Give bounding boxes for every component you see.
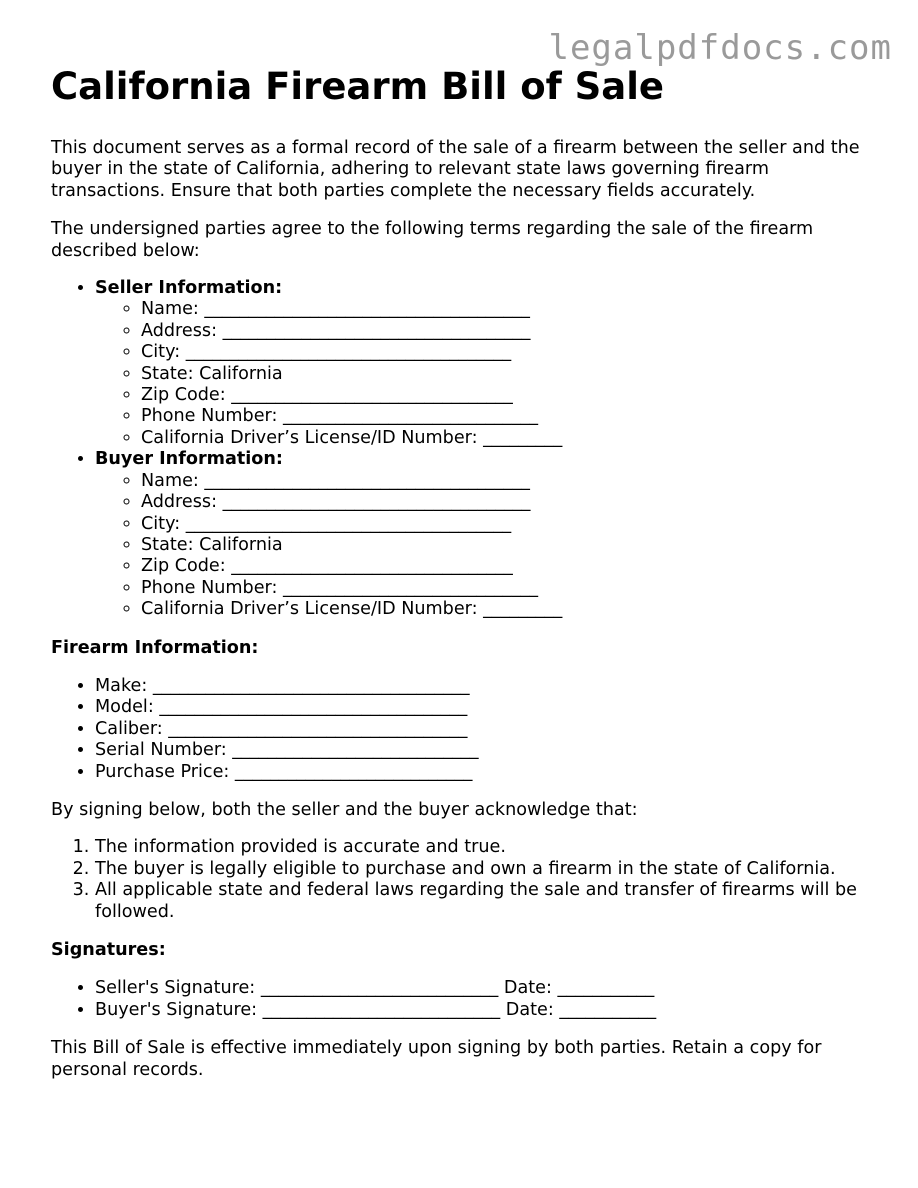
seller-heading: Seller Information: — [95, 278, 283, 299]
seller-signature-line[interactable]: • Seller's Signature: ___________________________ Date: ___________ — [95, 978, 871, 999]
firearm-fields — [51, 676, 871, 783]
seller-license-field[interactable]: ◦ California Driver’s License/ID Number: _________ — [141, 428, 871, 449]
buyer-signature-line[interactable]: • Buyer's Signature: ___________________________ Date: ___________ — [95, 1000, 871, 1021]
buyer-name-field[interactable]: ◦ Name: _____________________________________ — [141, 471, 871, 492]
page-title: California Firearm Bill of Sale — [51, 65, 664, 108]
seller-fields — [95, 299, 871, 449]
firearm-model-field[interactable]: • Model: ___________________________________ — [95, 697, 871, 718]
firearm-caliber-field[interactable]: • Caliber: __________________________________ — [95, 719, 871, 740]
seller-name-field[interactable]: ◦ Name: _____________________________________ — [141, 299, 871, 320]
firearm-make-field[interactable]: • Make: ____________________________________ — [95, 676, 871, 697]
firearm-serial-field[interactable]: • Serial Number: ____________________________ — [95, 740, 871, 761]
acknowledgement-intro: By signing below, both the seller and the buyer acknowledge that: — [51, 799, 638, 820]
seller-state-field: ◦ State: California — [141, 364, 871, 385]
buyer-heading: Buyer Information: — [95, 449, 283, 470]
acknowledgement-item: 1. The information provided is accurate and true. — [95, 837, 871, 858]
signatures-heading: Signatures: — [51, 940, 166, 960]
seller-section — [95, 278, 871, 449]
party-list — [51, 278, 871, 621]
closing-paragraph: This Bill of Sale is effective immediately upon signing by both parties. Retain a copy for personal records. — [51, 1038, 822, 1080]
acknowledgement-list — [51, 837, 871, 923]
firearm-price-field[interactable]: • Purchase Price: ___________________________ — [95, 762, 871, 783]
intro-paragraph: This document serves as a formal record of the sale of a firearm between the seller and the buyer in the state of California, adhering to relevant state laws governing firearm transactions. Ensure that both parties complete the necessary fields accurately. — [51, 138, 860, 201]
buyer-phone-field[interactable]: ◦ Phone Number: _____________________________ — [141, 578, 871, 599]
seller-phone-field[interactable]: ◦ Phone Number: _____________________________ — [141, 406, 871, 427]
buyer-zip-field[interactable]: ◦ Zip Code: ________________________________ — [141, 556, 871, 577]
seller-city-field[interactable]: ◦ City: _____________________________________ — [141, 342, 871, 363]
buyer-state-field: ◦ State: California — [141, 535, 871, 556]
firearm-heading: Firearm Information: — [51, 637, 259, 658]
acknowledgement-item: 2. The buyer is legally eligible to purchase and own a firearm in the state of California. — [95, 859, 871, 880]
document-body — [51, 64, 871, 1097]
buyer-license-field[interactable]: ◦ California Driver’s License/ID Number: _________ — [141, 599, 871, 620]
signature-lines — [51, 978, 871, 1021]
acknowledgement-item: 3. All applicable state and federal laws regarding the sale and transfer of firearms will be followed. — [95, 880, 871, 923]
buyer-fields — [95, 471, 871, 621]
buyer-section — [95, 449, 871, 620]
buyer-address-field[interactable]: ◦ Address: ___________________________________ — [141, 492, 871, 513]
seller-zip-field[interactable]: ◦ Zip Code: ________________________________ — [141, 385, 871, 406]
watermark: legalpdfdocs.com — [548, 28, 892, 68]
seller-address-field[interactable]: ◦ Address: ___________________________________ — [141, 321, 871, 342]
buyer-city-field[interactable]: ◦ City: _____________________________________ — [141, 514, 871, 535]
agreement-paragraph: The undersigned parties agree to the following terms regarding the sale of the firearm described below: — [51, 219, 814, 261]
